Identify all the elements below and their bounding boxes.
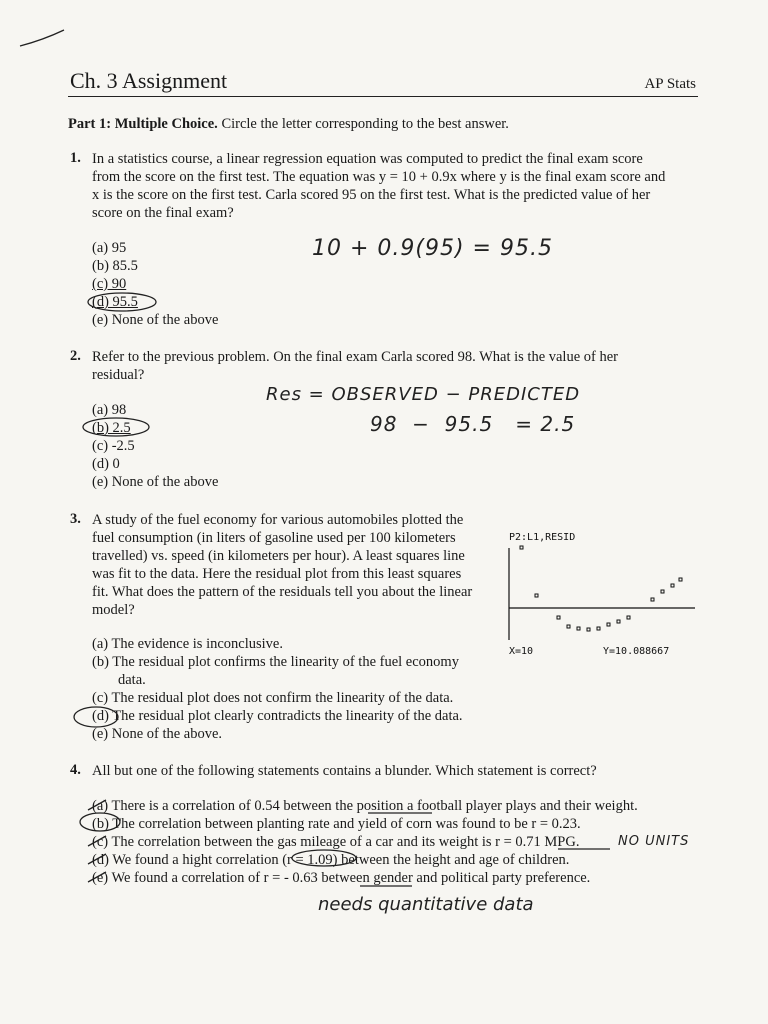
q2-option-a[interactable]: (a) 98 (92, 402, 127, 418)
q2-option-e[interactable]: (e) None of the above (92, 474, 219, 490)
q1-option-b[interactable]: (b) 85.5 (92, 258, 138, 274)
q2-option-d[interactable]: (d) 0 (92, 456, 120, 472)
q1-line: from the score on the first test. The equation was y = 10 + 0.9x where y is the final exam score and (92, 169, 666, 185)
strike-e (88, 872, 106, 882)
q3-line: A study of the fuel economy for various automobiles plotted the (92, 512, 464, 528)
page-title: Ch. 3 Assignment (70, 68, 228, 93)
q2-option-c[interactable]: (c) -2.5 (92, 438, 135, 454)
q1-line: score on the final exam? (92, 205, 234, 221)
q1-options (92, 239, 218, 329)
q1-number: 1. (70, 150, 81, 166)
q1-line: x is the score on the first test. Carla scored 95 on the first test. What is the predicted value of her (92, 187, 651, 203)
q1-text (92, 150, 712, 222)
q4-option-e[interactable]: (e) We found a correlation of r = - 0.63 between gender and political party preference. (92, 870, 591, 886)
q3-text (92, 511, 492, 619)
course-label: AP Stats (644, 76, 696, 92)
q1-option-c[interactable]: (c) 90 (92, 276, 127, 292)
header-rule (68, 96, 698, 97)
q3-line: travelled) vs. speed (in kilometers per hour). A least squares line (92, 548, 465, 564)
q1-handwritten-work: 10 + 0.9(95) = 95.5 (312, 236, 553, 261)
strike-c (88, 836, 106, 846)
calc-y-readout: Y=10.088667 (603, 646, 670, 657)
part1-label: Part 1: (68, 116, 112, 132)
q2-text (92, 348, 692, 384)
q3-option-b-cont: data. (118, 672, 146, 688)
residual-plot-screenshot (505, 528, 705, 658)
q2-line: residual? (92, 367, 145, 383)
q3-line: model? (92, 602, 135, 618)
residual-points (520, 546, 682, 631)
q4-text: All but one of the following statements contains a blunder. Which statement is correct? (92, 763, 597, 779)
calc-header: P2:L1,RESID (509, 532, 576, 543)
q4-note-quantitative: needs quantitative data (318, 894, 534, 915)
q4-answer-circle (80, 813, 120, 831)
calc-x-readout: X=10 (509, 646, 534, 657)
q2-number: 2. (70, 348, 81, 364)
part1-instruction: Circle the letter corresponding to the best answer. (221, 116, 509, 132)
q1-line: In a statistics course, a linear regression equation was computed to predict the final exam score (92, 151, 643, 167)
q2-answer-circle (78, 414, 158, 440)
strike-d (88, 854, 106, 864)
q3-options (92, 635, 512, 743)
q2-option-b[interactable]: (b) 2.5 (92, 420, 131, 436)
part1-heading (68, 116, 509, 133)
q1-option-e[interactable]: (e) None of the above (92, 312, 219, 328)
q4-option-a[interactable]: (a) There is a correlation of 0.54 between the position a football player plays and their weight. (92, 798, 638, 814)
q3-line: was fit to the data. Here the residual plot from this least squares (92, 566, 462, 582)
q3-number: 3. (70, 511, 81, 527)
q3-option-d[interactable]: (d) The residual plot clearly contradicts the linearity of the data. (92, 708, 463, 724)
part1-title: Multiple Choice. (114, 116, 218, 132)
q4-number: 4. (70, 762, 81, 778)
q1-answer-circle (84, 290, 164, 314)
q2-handwritten-formula: Res = OBSERVED − PREDICTED (266, 384, 581, 405)
q3-option-e[interactable]: (e) None of the above. (92, 726, 223, 742)
q1-option-d[interactable]: (d) 95.5 (92, 294, 138, 310)
strike-a (88, 800, 106, 810)
q4-option-c[interactable]: (c) The correlation between the gas mileage of a car and its weight is r = 0.71 MPG. (92, 834, 580, 850)
q4-option-d[interactable]: (d) We found a hight correlation (r = 1.09) between the height and age of children. (92, 852, 570, 868)
circle-r-value (292, 850, 356, 866)
q4-option-b[interactable]: (b) The correlation between planting rate and yield of corn was found to be r = 0.23. (92, 816, 581, 832)
q1-option-a[interactable]: (a) 95 (92, 240, 127, 256)
q3-answer-circle (70, 704, 120, 730)
q2-line: Refer to the previous problem. On the final exam Carla scored 98. What is the value of her (92, 349, 618, 365)
q3-option-b[interactable]: (b) The residual plot confirms the linearity of the fuel economy (92, 654, 459, 670)
q3-line: fit. What does the pattern of the residuals tell you about the linear (92, 584, 473, 600)
q2-handwritten-work: 98 − 95.5 = 2.5 (370, 412, 576, 436)
pen-mark (18, 26, 68, 50)
q3-option-a[interactable]: (a) The evidence is inconclusive. (92, 636, 283, 652)
q4-annotations (70, 796, 690, 892)
q4-note-units: NO UNITS (618, 834, 690, 849)
q3-option-c[interactable]: (c) The residual plot does not confirm the linearity of the data. (92, 690, 454, 706)
q3-line: fuel consumption (in liters of gasoline used per 100 kilometers (92, 530, 456, 546)
